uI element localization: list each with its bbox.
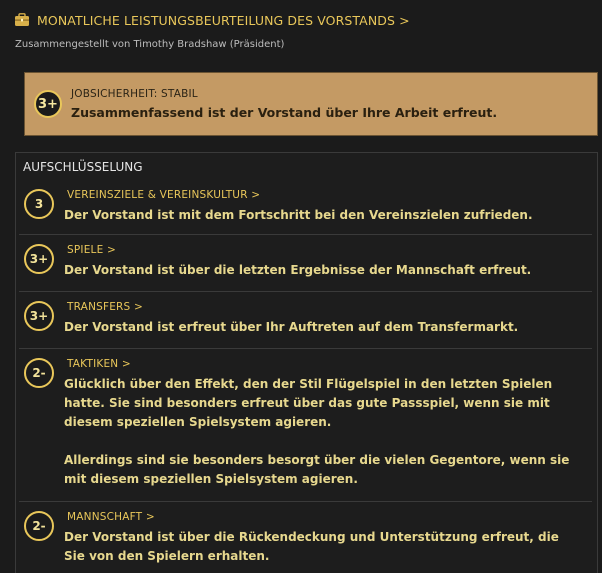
item-description xyxy=(64,206,582,225)
description-text: Der Vorstand ist erfreut über Ihr Auftreten auf dem Transfermarkt. xyxy=(64,320,519,334)
job-security-label: JOBSICHERHEIT: STABIL xyxy=(71,88,198,100)
summary-text: Zusammenfassend ist der Vorstand über Ihre Arbeit erfreut. xyxy=(71,105,498,120)
breakdown-panel xyxy=(15,152,598,573)
job-security-summary xyxy=(24,72,598,136)
breakdown-item-transfers xyxy=(19,292,592,349)
grade-badge: 3+ xyxy=(24,301,54,331)
description-text-secondary: Allerdings sind sie besonders besorgt über die vielen Gegentore, wenn sie mit diesem speziellen Spielsystem agieren. xyxy=(64,453,570,486)
report-title-link[interactable] xyxy=(14,10,602,30)
category-link-squad[interactable]: MANNSCHAFT > xyxy=(67,511,155,523)
report-title: MONATLICHE LEISTUNGSBEURTEILUNG DES VORSTANDS > xyxy=(37,12,410,28)
description-text: Der Vorstand ist mit dem Fortschritt bei den Vereinszielen zufrieden. xyxy=(64,208,533,222)
grade-badge: 3+ xyxy=(24,244,54,274)
item-description xyxy=(64,528,582,566)
grade-badge: 2- xyxy=(24,358,54,388)
description-text: Der Vorstand ist über die Rückendeckung und Unterstützung erfreut, die Sie von den Spielern erhalten. xyxy=(64,530,559,563)
item-description xyxy=(64,375,582,489)
description-text: Der Vorstand ist über die letzten Ergebnisse der Mannschaft erfreut. xyxy=(64,263,532,277)
breakdown-item-club-goals xyxy=(19,180,592,235)
category-link-club-goals[interactable]: VEREINSZIELE & VEREINSKULTUR > xyxy=(67,189,261,201)
grade-badge: 3 xyxy=(24,189,54,219)
breakdown-title: AUFSCHLÜSSELUNG xyxy=(23,160,143,174)
summary-grade-badge: 3+ xyxy=(34,90,62,118)
breakdown-item-matches xyxy=(19,235,592,292)
briefcase-icon xyxy=(14,13,30,27)
category-link-tactics[interactable]: TAKTIKEN > xyxy=(67,358,131,370)
report-author: Zusammengestellt von Timothy Bradshaw (Präsident) xyxy=(15,39,285,50)
item-description xyxy=(64,261,582,280)
category-link-matches[interactable]: SPIELE > xyxy=(67,244,116,256)
breakdown-item-squad xyxy=(19,502,592,572)
description-text: Glücklich über den Effekt, den der Stil Flügelspiel in den letzten Spielen hatte. Sie sind besonders erfreut über das gute Passspiel, wenn sie mit diesem speziellen Spielsystem agieren. xyxy=(64,377,553,429)
breakdown-item-tactics xyxy=(19,349,592,502)
grade-badge: 2- xyxy=(24,511,54,541)
item-description xyxy=(64,318,582,337)
category-link-transfers[interactable]: TRANSFERS > xyxy=(67,301,143,313)
board-report-page xyxy=(0,10,602,573)
